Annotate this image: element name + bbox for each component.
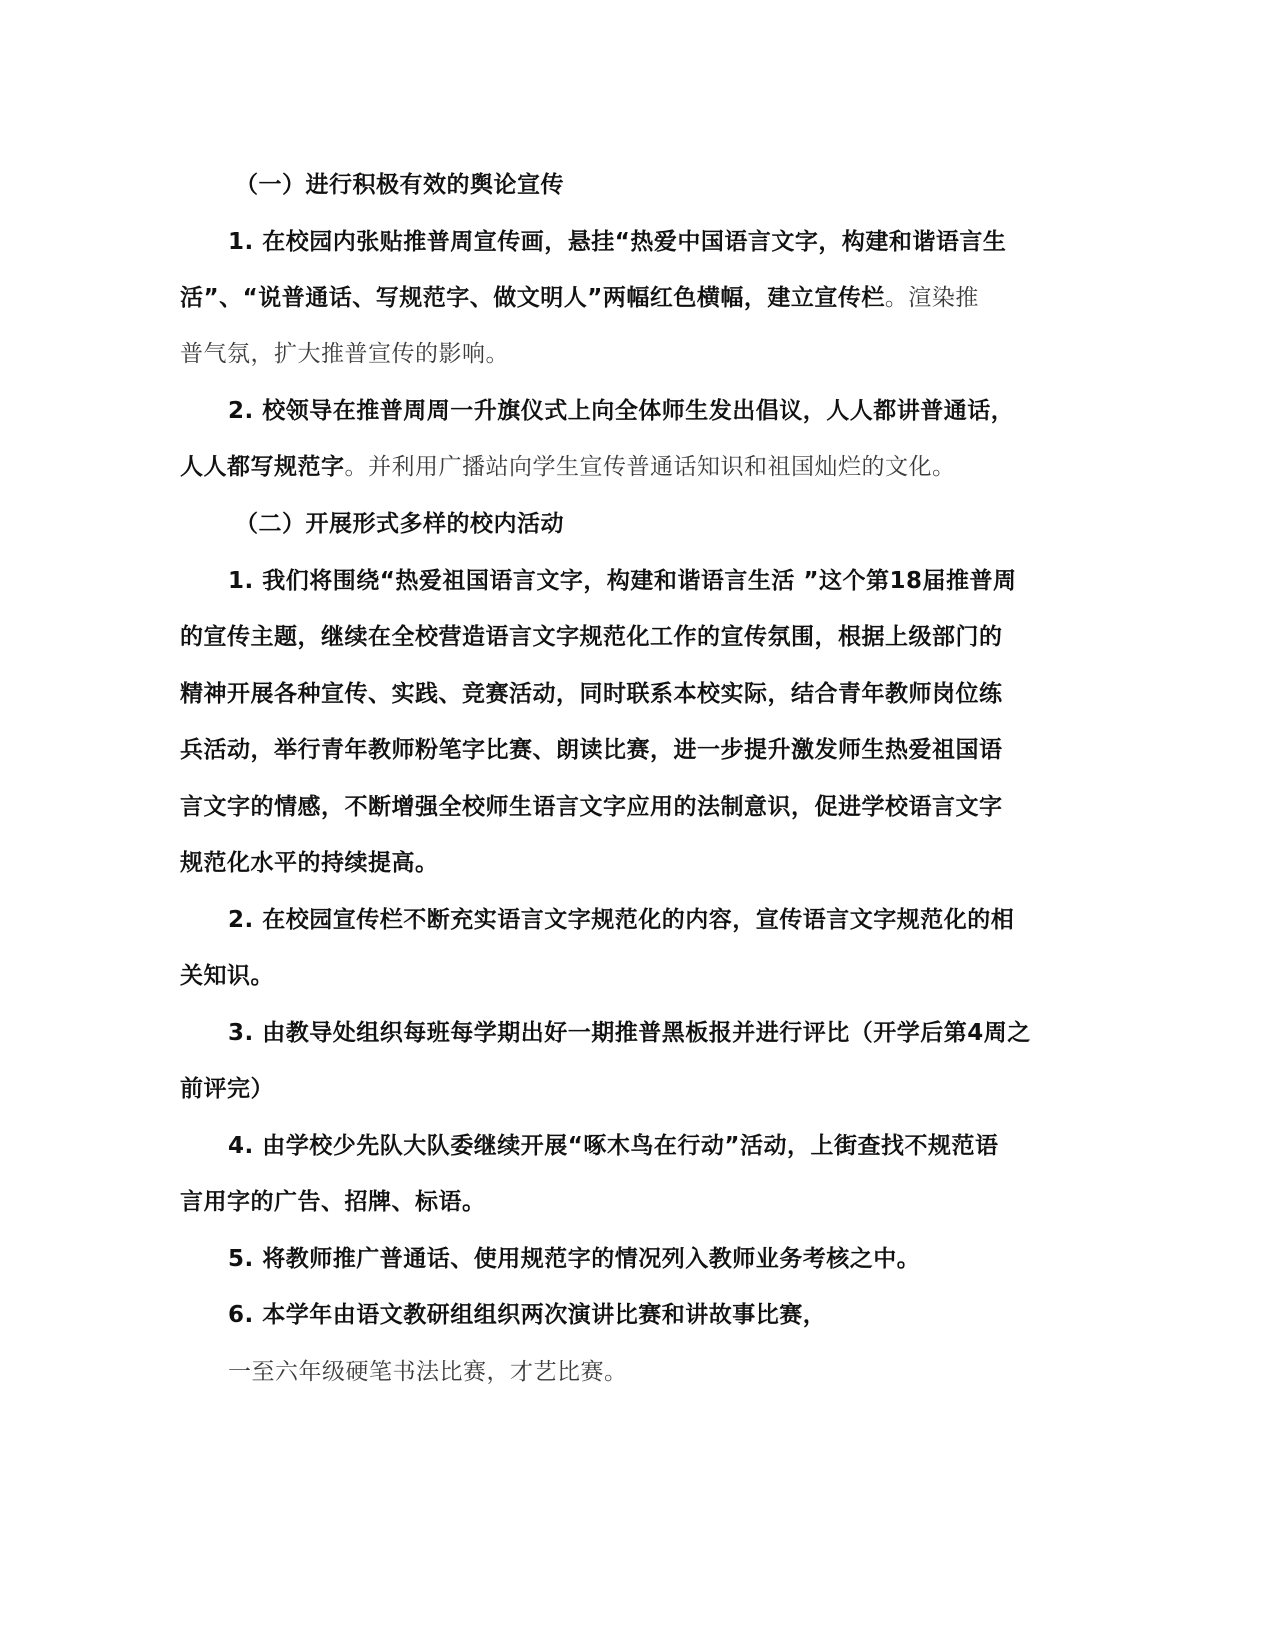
paragraph-8-line-1: 6. 本学年由语文教研组组织两次演讲比赛和讲故事比赛， — [228, 1302, 827, 1328]
paragraph-3-line-6: 规范化水平的持续提高。 — [180, 850, 439, 876]
section-heading-1: （一）进行积极有效的舆论宣传 — [235, 172, 564, 198]
paragraph-2-line-2 — [180, 452, 956, 482]
paragraph-8-line-2: 一至六年级硬笔书法比赛，才艺比赛。 — [228, 1359, 628, 1385]
paragraph-2-line-2-normal: 。并利用广播站向学生宣传普通话知识和祖国灿烂的文化。 — [344, 454, 956, 480]
paragraph-5-line-2: 前评完） — [180, 1076, 274, 1102]
paragraph-4-line-2: 关知识。 — [180, 963, 274, 989]
paragraph-3-line-1: 1. 我们将围绕“热爱祖国语言文字，构建和谐语言生活 ”这个第18届推普周 — [228, 568, 1017, 594]
paragraph-6-line-2: 言用字的广告、招牌、标语。 — [180, 1189, 486, 1215]
paragraph-3-line-5: 言文字的情感，不断增强全校师生语言文字应用的法制意识，促进学校语言文字 — [180, 794, 1003, 820]
paragraph-1-line-2-bold: 活”、“说普通话、写规范字、做文明人”两幅红色横幅，建立宣传栏 — [180, 285, 885, 311]
paragraph-3-line-4: 兵活动，举行青年教师粉笔字比赛、朗读比赛，进一步提升激发师生热爱祖国语 — [180, 737, 1003, 763]
paragraph-7-line-1: 5. 将教师推广普通话、使用规范字的情况列入教师业务考核之中。 — [228, 1246, 921, 1272]
paragraph-2-line-2-bold: 人人都写规范字 — [180, 454, 345, 480]
paragraph-1-line-2 — [180, 283, 979, 313]
section-heading-2: （二）开展形式多样的校内活动 — [235, 511, 564, 537]
paragraph-1-line-3: 普气氛，扩大推普宣传的影响。 — [180, 341, 509, 367]
paragraph-3-line-2: 的宣传主题，继续在全校营造语言文字规范化工作的宣传氛围，根据上级部门的 — [180, 624, 1003, 650]
paragraph-5-line-1: 3. 由教导处组织每班每学期出好一期推普黑板报并进行评比（开学后第4周之 — [228, 1020, 1031, 1046]
paragraph-3-line-3: 精神开展各种宣传、实践、竞赛活动，同时联系本校实际，结合青年教师岗位练 — [180, 681, 1003, 707]
paragraph-1-line-2-normal: 。渲染推 — [884, 285, 979, 311]
paragraph-1-line-1: 1. 在校园内张贴推普周宣传画，悬挂“热爱中国语言文字，构建和谐语言生 — [228, 229, 1007, 255]
paragraph-2-line-1: 2. 校领导在推普周周一升旗仪式上向全体师生发出倡议，人人都讲普通话， — [228, 398, 1015, 424]
paragraph-6-line-1: 4. 由学校少先队大队委继续开展“啄木鸟在行动”活动，上街查找不规范语 — [228, 1133, 999, 1159]
paragraph-4-line-1: 2. 在校园宣传栏不断充实语言文字规范化的内容，宣传语言文字规范化的相 — [228, 907, 1015, 933]
